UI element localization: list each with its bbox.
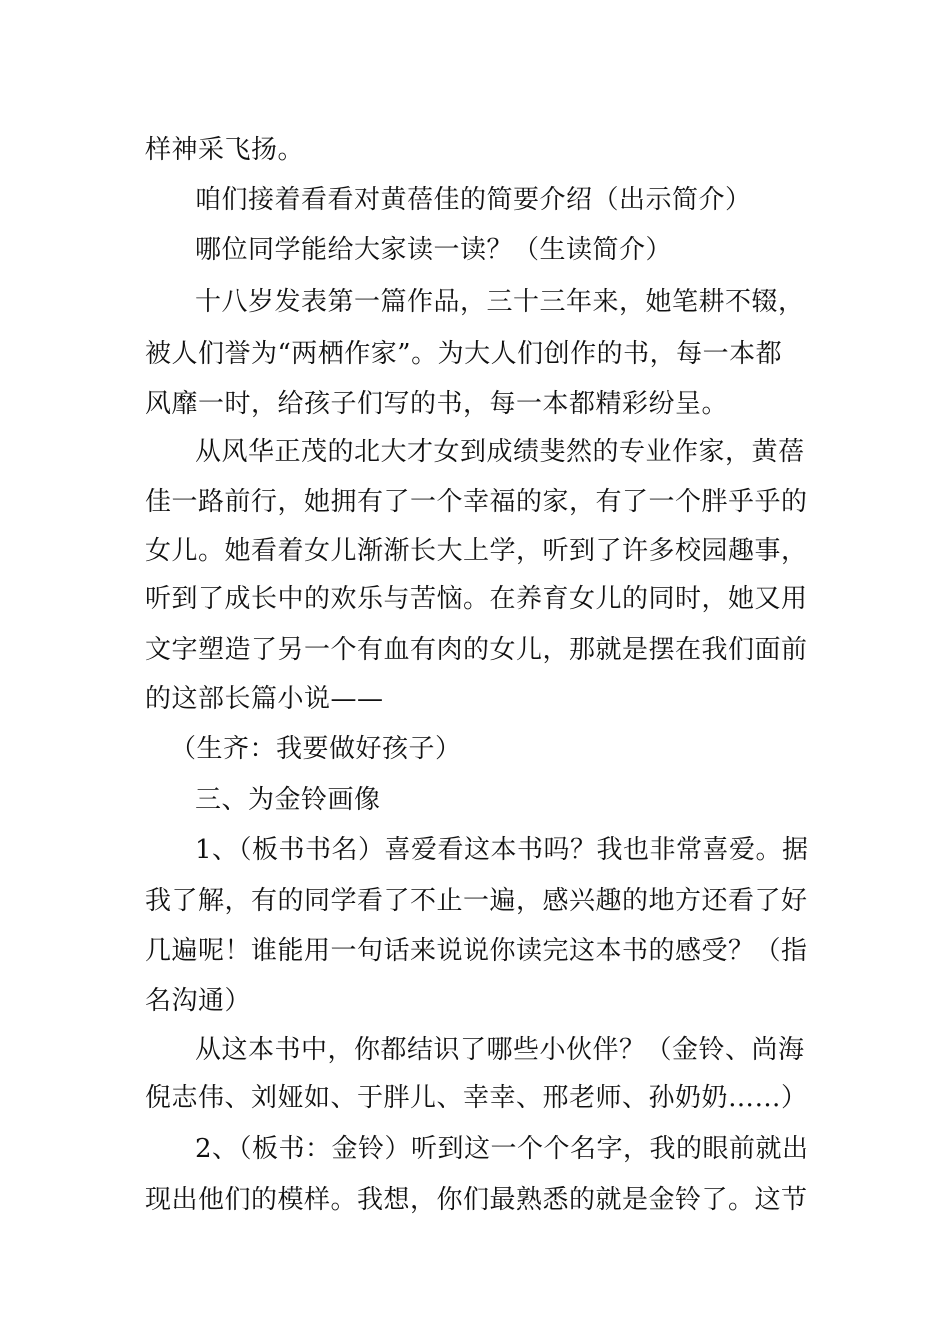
text-line: 名沟通） — [145, 986, 252, 1016]
text-line: 样神采飞扬。 — [145, 135, 305, 165]
text-line: 被人们誉为“两栖作家”。为大人们创作的书，每一本都 — [145, 339, 783, 369]
text-line: 2、（板书：金铃）听到这一个个名字，我的眼前就出 — [195, 1134, 809, 1164]
text-line: 风靡一时，给孩子们写的书，每一本都精彩纷呈。 — [145, 389, 729, 419]
text-line: 几遍呢！谁能用一句话来说说你读完这本书的感受？（指 — [145, 936, 808, 966]
text-line: 我了解，有的同学看了不止一遍，感兴趣的地方还看了好 — [145, 886, 808, 916]
text-line: 佳一路前行，她拥有了一个幸福的家，有了一个胖乎乎的 — [145, 487, 808, 517]
text-line: 从这本书中，你都结识了哪些小伙伴？（金铃、尚海 — [195, 1035, 805, 1065]
text-line: 倪志伟、刘娅如、于胖儿、幸幸、邢老师、孙奶奶……） — [145, 1083, 808, 1113]
text-line: 听到了成长中的欢乐与苦恼。在养育女儿的同时，她又用 — [145, 584, 808, 614]
text-line: 从风华正茂的北大才女到成绩斐然的专业作家，黄蓓 — [195, 437, 805, 467]
text-line: 哪位同学能给大家读一读？（生读简介） — [195, 235, 673, 265]
text-line: 的这部长篇小说—— — [145, 684, 384, 714]
section-heading: 三、为金铃画像 — [195, 785, 381, 815]
text-line: 咱们接着看看对黄蓓佳的简要介绍（出示简介） — [195, 185, 752, 215]
text-line: 十八岁发表第一篇作品，三十三年来，她笔耕不辍， — [195, 287, 805, 317]
text-line: 现出他们的模样。我想，你们最熟悉的就是金铃了。这节 — [145, 1185, 808, 1215]
text-line: 文字塑造了另一个有血有肉的女儿，那就是摆在我们面前 — [145, 635, 808, 665]
text-line: （生齐：我要做好孩子） — [170, 734, 462, 764]
text-line: 1、（板书书名）喜爱看这本书吗？我也非常喜爱。据 — [195, 835, 809, 865]
text-line: 女儿。她看着女儿渐渐长大上学，听到了许多校园趣事， — [145, 536, 808, 566]
